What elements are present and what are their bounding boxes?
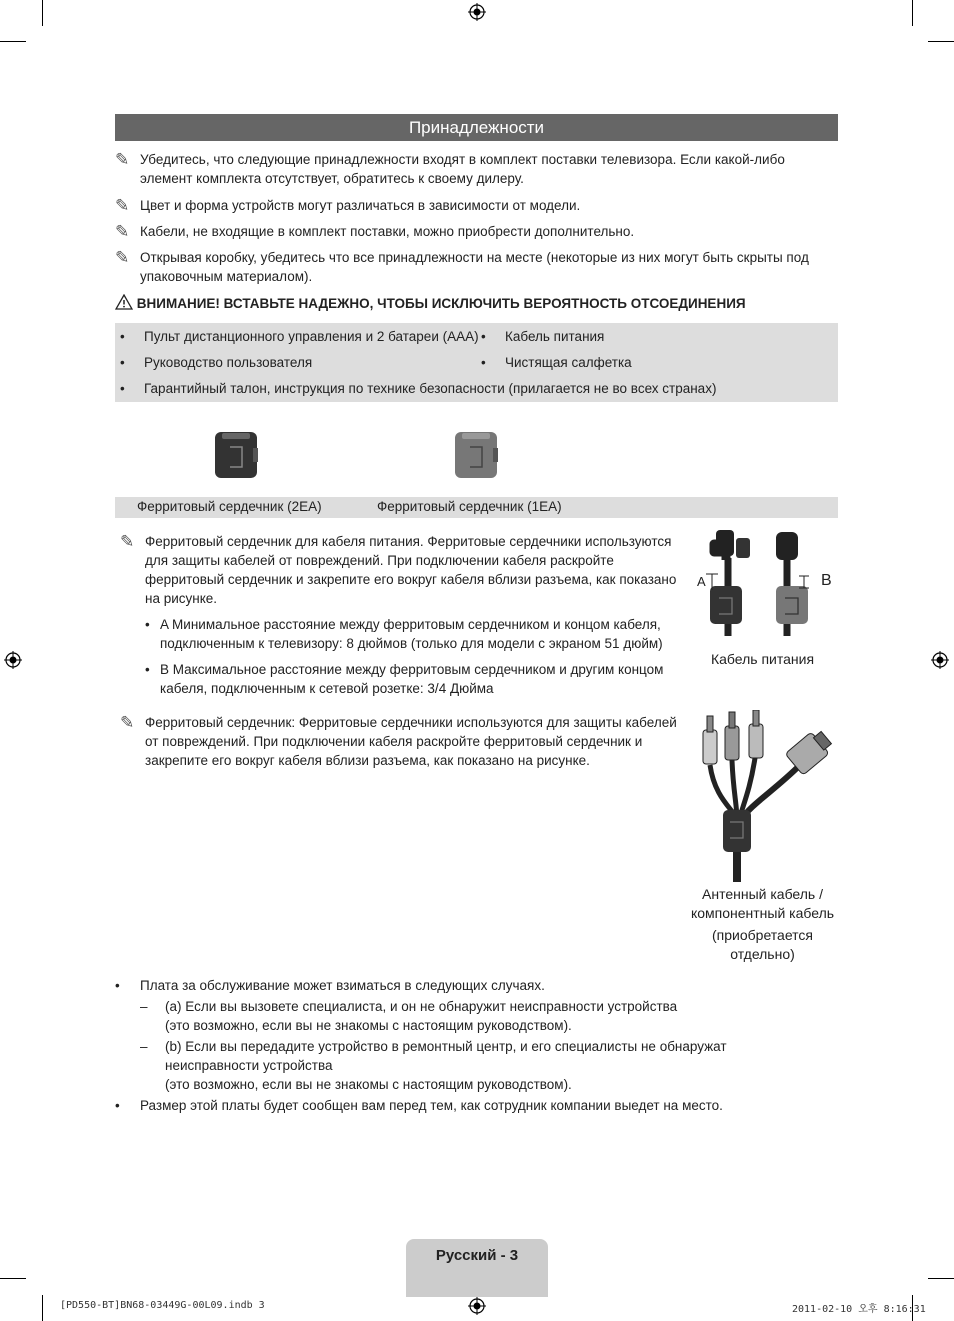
note-item xyxy=(115,248,840,286)
accessory-label: Кабель питания xyxy=(505,329,605,344)
list-item xyxy=(115,976,545,995)
note-text: Цвет и форма устройств могут различаться в зависимости от модели. xyxy=(140,198,581,213)
note-text: Кабели, не входящие в комплект поставки, можно приобрести дополнительно. xyxy=(140,224,635,239)
bullet: • xyxy=(120,381,125,396)
ferrite-label-bar xyxy=(115,497,838,518)
crop-mark xyxy=(928,1278,954,1279)
label-a: A xyxy=(697,574,706,589)
sub-item-a xyxy=(145,615,670,653)
pen-note-icon: ✎ xyxy=(120,532,135,551)
crop-mark xyxy=(0,1278,26,1279)
fee-text: (это возможно, если вы не знакомы с настоящим руководством). xyxy=(165,1077,572,1092)
sub-letter: A xyxy=(160,617,169,632)
bullet: • xyxy=(145,617,150,632)
dash: – xyxy=(140,1039,148,1054)
ferrite-label: Ферритовый сердечник (1EA) xyxy=(377,499,562,514)
dash: – xyxy=(140,999,148,1014)
note-item xyxy=(115,150,840,188)
bullet: • xyxy=(115,978,120,993)
pen-note-icon: ✎ xyxy=(115,248,130,267)
sub-letter: B xyxy=(160,662,170,677)
section-title: Принадлежности xyxy=(115,114,838,141)
fee-text: Плата за обслуживание может взиматься в следующих случаях. xyxy=(140,978,545,993)
warning-text: ВНИМАНИЕ! ВСТАВЬТЕ НАДЕЖНО, ЧТОБЫ ИСКЛЮЧИТЬ ВЕРОЯТНОСТЬ ОТСОЕДИНЕНИЯ xyxy=(136,296,746,311)
label-b: B xyxy=(821,572,832,589)
imprint-date: 2011-02-10 오후 8:16:31 xyxy=(792,1304,926,1315)
accessory-label: Гарантийный талон, инструкция по технике безопасности (прилагается не во всех странах) xyxy=(144,381,717,396)
note-item xyxy=(115,222,840,241)
bullet: • xyxy=(481,355,486,370)
note-text: Ферритовый сердечник для кабеля питания. Ферритовые сердечники используются для защиты кабелей от повреждений. При подключении кабеля раскройте ферритовый сердечник и закрепите его вокруг кабеля вблизи разъема, как показано на рисунке. xyxy=(145,534,677,606)
registration-mark-icon xyxy=(468,1297,486,1315)
pen-note-icon: ✎ xyxy=(115,150,130,169)
list-item xyxy=(140,997,148,1016)
imprint-file: [PD550-BT]BN68-03449G-00L09.indb 3 xyxy=(60,1300,265,1311)
accessories-list xyxy=(115,323,838,402)
sub-text: Минимальное расстояние между ферритовым сердечником и концом кабеля, подключенным к телевизору: 8 дюймов (только для модели с экраном 51 дюйм) xyxy=(160,617,663,651)
note-text: Ферритовый сердечник: Ферритовые сердечники используются для защиты кабелей от повреждений. При подключении кабеля раскройте ферритовый сердечник и закрепите его вокруг кабеля вблизи разъема, как показано на рисунке. xyxy=(145,715,677,768)
accessory-label: Руководство пользователя xyxy=(144,355,313,370)
fee-text: (это возможно, если вы не знакомы с настоящим руководством). xyxy=(165,1018,572,1033)
bullet: • xyxy=(145,662,150,677)
ferrite-core-icon xyxy=(453,430,499,480)
fee-text: (a) Если вы вызовете специалиста, и он не обнаружит неисправности устройства xyxy=(165,999,678,1014)
antenna-caption-2: (приобретается отдельно) xyxy=(712,927,813,962)
ferrite-note xyxy=(120,532,685,608)
power-cable-icon xyxy=(692,528,837,640)
crop-mark xyxy=(928,41,954,42)
crop-mark xyxy=(42,0,43,26)
pen-note-icon: ✎ xyxy=(115,222,130,241)
av-cable-icon xyxy=(695,710,835,885)
ferrite-note xyxy=(120,713,680,770)
list-item xyxy=(115,1096,723,1115)
bullet: • xyxy=(120,355,125,370)
registration-mark-icon xyxy=(4,651,22,669)
note-text: Открывая коробку, убедитесь что все принадлежности на месте (некоторые из них могут быть скрыты под упаковочным материалом). xyxy=(140,250,809,284)
crop-mark xyxy=(912,0,913,26)
warning-line xyxy=(115,294,746,311)
registration-mark-icon xyxy=(468,3,486,21)
note-text: Убедитесь, что следующие принадлежности входят в комплект поставки телевизора. Если какой-либо элемент комплекта отсутствует, обратитесь к своему дилеру. xyxy=(140,152,785,186)
warning-triangle-icon xyxy=(115,294,133,310)
antenna-caption: Антенный кабель / компонентный кабель xyxy=(690,886,835,921)
ferrite-label: Ферритовый сердечник (2EA) xyxy=(137,499,322,514)
sub-item-b xyxy=(145,660,670,698)
crop-mark xyxy=(0,41,26,42)
accessory-label: Пульт дистанционного управления и 2 батареи (AAA) xyxy=(144,329,479,344)
accessory-label: Чистящая салфетка xyxy=(505,355,632,370)
ferrite-core-icon xyxy=(213,430,259,480)
crop-mark xyxy=(42,1295,43,1321)
power-cable-caption: Кабель питания xyxy=(710,651,815,667)
fee-text: (b) Если вы передадите устройство в ремонтный центр, и его специалисты не обнаружат неисправности устройства xyxy=(165,1039,727,1073)
bullet: • xyxy=(481,329,486,344)
registration-mark-icon xyxy=(931,651,949,669)
pen-note-icon: ✎ xyxy=(115,196,130,215)
list-item xyxy=(140,1037,148,1056)
bullet: • xyxy=(120,329,125,344)
bullet: • xyxy=(115,1098,120,1113)
note-item xyxy=(115,196,840,215)
pen-note-icon: ✎ xyxy=(120,713,135,732)
fee-text: Размер этой платы будет сообщен вам перед тем, как сотрудник компании выедет на место. xyxy=(140,1098,723,1113)
sub-text: Максимальное расстояние между ферритовым сердечником и другим концом кабеля, подключенным к сетевой розетке: 3/4 Дюйма xyxy=(160,662,664,696)
page-number-tab: Русский - 3 xyxy=(406,1239,548,1297)
